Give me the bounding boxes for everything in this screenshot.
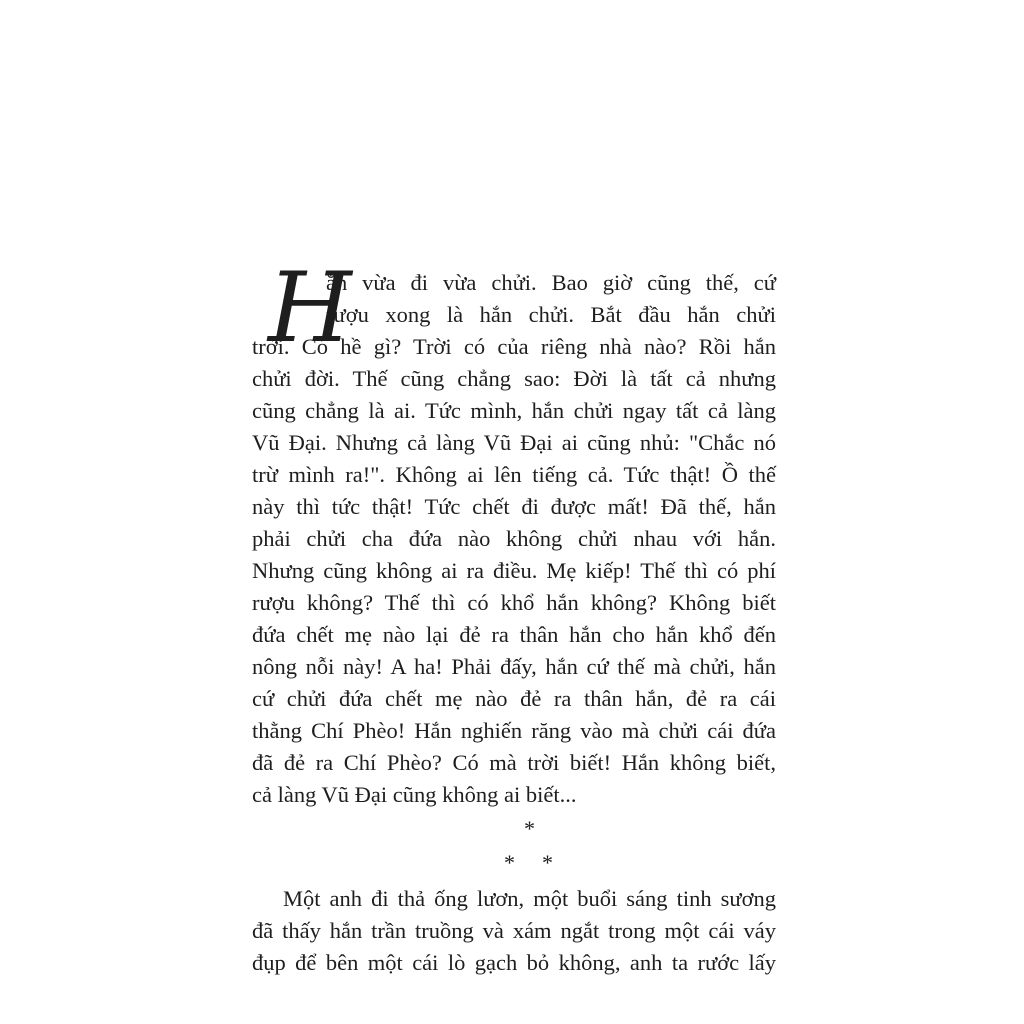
- text-line: cũng chẳng là ai. Tức mình, hắn chửi ngay tất cả làng: [252, 398, 776, 423]
- drop-cap: H: [268, 252, 352, 364]
- text-line: đã thấy hắn trần truồng và xám ngắt trong một cái váy: [252, 918, 776, 943]
- text-line: rượu xong là hắn chửi. Bắt đầu hắn chửi: [326, 302, 776, 327]
- text-line: phải chửi cha đứa nào không chửi nhau với hắn.: [252, 526, 776, 551]
- text-line: đụp để bên một cái lò gạch bỏ không, anh ta rước lấy: [252, 950, 776, 975]
- text-line: đứa chết mẹ nào lại đẻ ra thân hắn cho hắn khổ đến: [252, 622, 776, 647]
- asterisk: *: [524, 816, 535, 841]
- text-line: rượu không? Thế thì có khổ hắn không? Không biết: [252, 590, 776, 615]
- text-line: này thì tức thật! Tức chết đi được mất! Đã thế, hắn: [252, 494, 776, 519]
- text-line: trừ mình ra!". Không ai lên tiếng cả. Tức thật! Ồ thế: [252, 462, 776, 487]
- text-line: cứ chửi đứa chết mẹ nào đẻ ra thân hắn, đẻ ra cái: [252, 686, 776, 711]
- asterisk: *: [542, 850, 553, 875]
- text-line: cả làng Vũ Đại cũng không ai biết...: [252, 782, 577, 807]
- text-line: nông nỗi này! A ha! Phải đấy, hắn cứ thế mà chửi, hắn: [252, 654, 776, 679]
- text-line: đã đẻ ra Chí Phèo? Có mà trời biết! Hắn không biết,: [252, 750, 776, 775]
- text-line: trời. Có hề gì? Trời có của riêng nhà nào? Rồi hắn: [252, 334, 776, 359]
- text-line: thằng Chí Phèo! Hắn nghiến răng vào mà chửi cái đứa: [252, 718, 776, 743]
- asterisk: *: [504, 850, 515, 875]
- text-line: Một anh đi thả ống lươn, một buổi sáng tinh sương: [283, 886, 776, 911]
- text-line: chửi đời. Thế cũng chẳng sao: Đời là tất cả nhưng: [252, 366, 776, 391]
- text-line: Nhưng cũng không ai ra điều. Mẹ kiếp! Thế thì có phí: [252, 558, 776, 583]
- text-line: Vũ Đại. Nhưng cả làng Vũ Đại ai cũng nhủ: "Chắc nó: [252, 430, 776, 455]
- text-line: ắn vừa đi vừa chửi. Bao giờ cũng thế, cứ: [326, 270, 776, 295]
